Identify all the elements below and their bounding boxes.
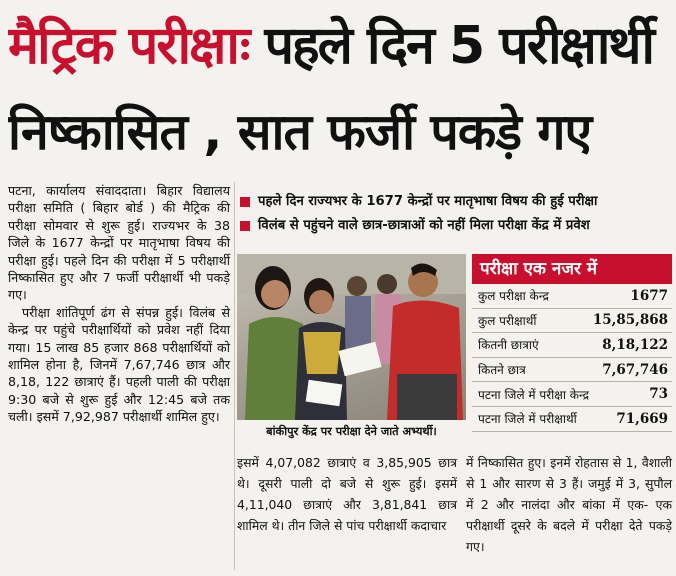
headline-line-2: निष्कासित , सात फर्जी पकड़े गए	[8, 103, 592, 161]
photo-illustration	[237, 254, 466, 420]
stats-box-title: परीक्षा एक नजर में	[472, 254, 672, 284]
headline-line-1	[8, 4, 672, 88]
highlight-text: विलंब से पहुंचने वाले छात्र-छात्राओं को नहीं मिला परीक्षा केंद्र में प्रवेश	[258, 218, 590, 233]
column-divider	[234, 182, 235, 570]
stats-value: 73	[649, 386, 668, 403]
stats-label: कितने छात्र	[478, 363, 526, 378]
headline-red-part: मैट्रिक परीक्षाः	[8, 16, 249, 76]
bullet-square-icon	[240, 197, 250, 207]
news-photo	[237, 254, 466, 420]
article-column-3: में निष्कासित हुए। इनमें रोहतास से 1, वैशाली से 1 और सारण से 3 हैं। जमुई में 3, सुपौल में 2 और नालंदा और बांका में एक- एक परीक्षार्थी दूसरे के बदले में परीक्षा देते पकड़े गए।	[466, 455, 672, 554]
highlights	[240, 190, 672, 238]
stats-row	[472, 309, 672, 334]
stats-row	[472, 358, 672, 383]
trousers	[397, 374, 457, 420]
stats-value: 1677	[630, 287, 668, 304]
stats-label: कितनी छात्राएं	[478, 338, 539, 353]
person-head	[347, 276, 367, 296]
stats-row	[472, 407, 672, 432]
stats-label: कुल परीक्षार्थी	[478, 313, 537, 328]
person-head	[377, 274, 397, 294]
paragraph-2: परीक्षा शांतिपूर्ण ढंग से संपन्न हुई। विलंब से केन्द्र पर पहुंचे परीक्षार्थियों को प्रवेश नहीं दिया गया। 15 लाख 85 हजार 868 परीक्षार्थियों को शामिल होना है, जिनमें 7,67,746 छात्र और 8,18, 122 छात्राएं हैं। पहली पाली की परीक्षा 9:30 बजे से शुरू हुई और 12:45 बजे तक चली। इसमें 7,92,987 परीक्षार्थी शामिल हुए।	[8, 304, 230, 425]
highlight-item	[240, 214, 672, 238]
paragraph-1: पटना, कार्यालय संवाददाता। बिहार विद्यालय परीक्षा समिति ( बिहार बोर्ड ) की मैट्रिक की परीक्षा सोमवार से शुरू हुई। राज्यभर के 38 जिले के 1677 केन्द्रों पर मातृभाषा विषय की परीक्षा हुई। पहले दिन की परीक्षा में 5 परीक्षार्थी निष्कासित हुए और 7 फर्जी परीक्षार्थी भी पकड़े गए।	[8, 183, 230, 303]
photo-caption: बांकीपुर केंद्र पर परीक्षा देने जाते अभ्यर्थी।	[266, 425, 437, 438]
stats-value: 8,18,122	[602, 336, 668, 353]
headline-rest: पहले दिन 5 परीक्षार्थी	[248, 16, 654, 76]
article-column-1	[8, 182, 230, 426]
stats-row	[472, 382, 672, 407]
highlight-text: पहले दिन राज्यभर के 1677 केन्द्रों पर मातृभाषा विषय की हुई परीक्षा	[258, 194, 598, 209]
stats-label: कुल परीक्षा केन्द्र	[478, 289, 549, 304]
stats-label: पटना जिले में परीक्षार्थी	[478, 412, 577, 427]
stats-value: 15,85,868	[592, 312, 668, 329]
scarf	[303, 332, 341, 374]
highlight-item	[240, 190, 672, 214]
person-head	[261, 280, 289, 308]
stats-value: 7,67,746	[602, 361, 668, 378]
stats-box	[472, 254, 672, 432]
article-column-2: इसमें 4,07,082 छात्राएं व 3,85,905 छात्र थे। दूसरी पाली दो बजे से शुरू हुई। इसमें 4,11,040 छात्राएं और 3,81,841 छात्र शामिल थे। तीन जिले से पांच परीक्षार्थी कदाचार	[237, 455, 457, 533]
person-head	[309, 290, 333, 314]
bullet-square-icon	[240, 221, 250, 231]
paper-sheet	[306, 380, 343, 407]
stats-row	[472, 284, 672, 309]
stats-row	[472, 333, 672, 358]
stats-label: पटना जिले में परीक्षा केन्द्र	[478, 387, 590, 402]
stats-value: 71,669	[616, 410, 668, 427]
